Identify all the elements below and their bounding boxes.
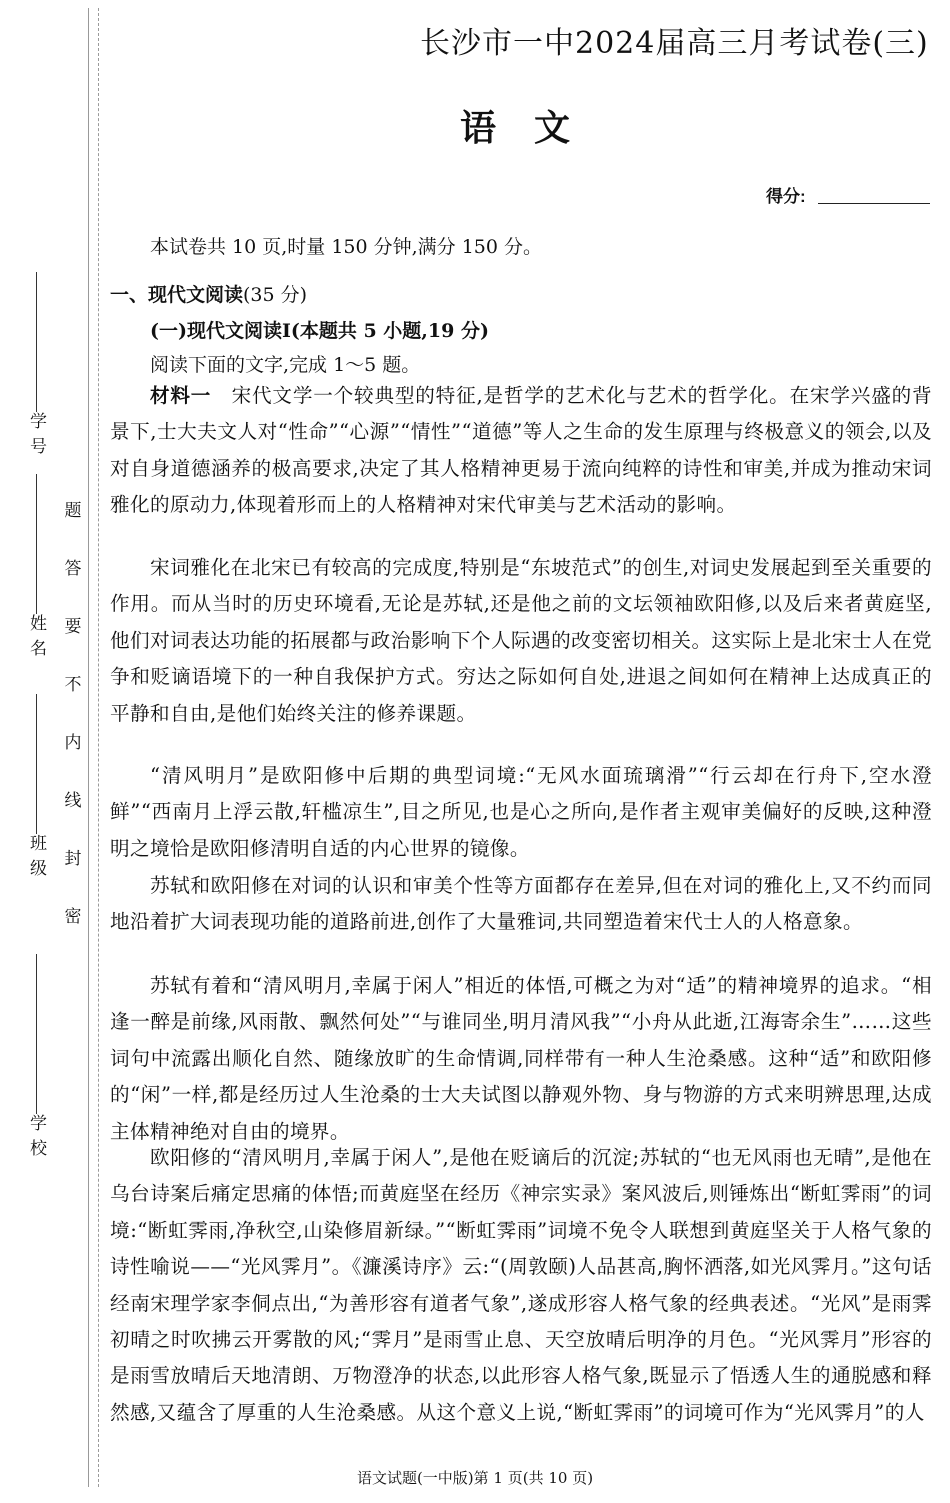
class-blank	[36, 694, 37, 834]
passage-paragraph: 宋词雅化在北宋已有较高的完成度,特别是“东坡范式”的创生,对词史发展起到至关重要的作用。而从当时的历史环境看,无论是苏轼,还是他之前的文坛领袖欧阳修,以及后来者黄庭坚,他们对词表达功能的拓展都与政治影响下个人际遇的改变密切相关。这实际上是北宋士人在党争和贬谪语境下的一种自我保护方式。穷达之际如何自处,进退之间如何在精神上达成真正的平静和自由,是他们始终关注的修养课题。	[110, 556, 932, 725]
school-blank	[36, 954, 37, 1114]
exam-intro: 本试卷共 10 页,时量 150 分钟,满分 150 分。	[150, 236, 543, 258]
subject-title: 语文	[460, 107, 609, 149]
seal-char: 封	[64, 849, 82, 869]
binding-margin-line	[88, 8, 89, 1487]
score-blank[interactable]	[818, 203, 930, 204]
reading-instruction: 阅读下面的文字,完成 1～5 题。	[150, 354, 421, 376]
exam-title: 长沙市一中2024届高三月考试卷(三)	[420, 26, 929, 61]
seal-char: 线	[64, 791, 82, 811]
passage-paragraph: 苏轼有着和“清风明月,幸属于闲人”相近的体悟,可概之为对“适”的精神境界的追求。“相逢一醉是前缘,风雨散、飘然何处”“与谁同坐,明月清风我”“小舟从此逝,江海寄余生”……这些词句中流露出顺化自然、随缘放旷的生命情调,同样带有一种人生沧桑感。这种“适”和欧阳修的“闲”一样,都是经历过人生沧桑的士大夫试图以静观外物、身与物游的方式来明辨思理,达成主体精神绝对自由的境界。	[110, 974, 932, 1143]
class-field	[24, 690, 48, 884]
seal-char: 密	[64, 907, 82, 927]
student-id-label: 学号	[26, 412, 46, 462]
passage-paragraph: 苏轼和欧阳修在对词的认识和审美个性等方面都存在差异,但在对词的雅化上,又不约而同地沿着扩大词表现功能的道路前进,创作了大量雅词,共同塑造着宋代士人的人格意象。	[110, 874, 932, 934]
seal-char: 题	[64, 501, 82, 521]
score-label: 得分:	[766, 187, 806, 206]
school-field	[24, 950, 48, 1164]
seal-warning	[62, 500, 84, 964]
class-label: 班级	[26, 834, 46, 884]
material-label: 材料一	[150, 384, 212, 407]
student-id-field	[24, 268, 48, 462]
student-id-blank	[36, 272, 37, 412]
passage-paragraph: “清风明月”是欧阳修中后期的典型词境:“无风水面琉璃滑”“行云却在行舟下,空水澄鲜”“西南月上浮云散,轩槛凉生”,目之所见,也是心之所向,是作者主观审美偏好的反映,这种澄明之境恰是欧阳修清明自适的内心世界的镜像。	[110, 764, 932, 860]
name-label: 姓名	[26, 614, 46, 664]
page-footer: 语文试题(一中版)第 1 页(共 10 页)	[356, 1469, 594, 1487]
passage-paragraph: 欧阳修的“清风明月,幸属于闲人”,是他在贬谪后的沉淀;苏轼的“也无风雨也无晴”,是他在乌台诗案后痛定思痛的体悟;而黄庭坚在经历《神宗实录》案风波后,则锤炼出“断虹霁雨”的词境:“断虹霁雨,净秋空,山染修眉新绿。”“断虹霁雨”词境不免令人联想到黄庭坚关于人格气象的诗性喻说——“光风霁月”。《濂溪诗序》云:“(周敦颐)人品甚高,胸怀洒落,如光风霁月。”这句话经南宋理学家李侗点出,“为善形容有道者气象”,遂成形容人格气象的经典表述。“光风”是雨霁初晴之时吹拂云开雾散的风;“霁月”是雨雪止息、天空放晴后明净的月色。“光风霁月”形容的是雨雪放晴后天地清朗、万物澄净的状态,以此形容人格气象,既显示了悟透人生的通脱感和释然感,又蕴含了厚重的人生沧桑感。从这个意义上说,“断虹霁雨”的词境可作为“光风霁月”的人	[110, 1146, 932, 1424]
passage-paragraph	[110, 378, 932, 524]
section-title: 一、现代文阅读	[110, 284, 244, 306]
paragraph-text: 宋代文学一个较典型的特征,是哲学的艺术化与艺术的哲学化。在宋学兴盛的背景下,士大夫文人对“性命”“心源”“情性”“道德”等人之生命的发生原理与终极意义的领会,以及对自身道德涵养的极高要求,决定了其人格精神更易于流向纯粹的诗性和审美,并成为推动宋词雅化的原动力,体现着形而上的人格精神对宋代审美与艺术活动的影响。	[110, 384, 932, 517]
seal-char: 要	[64, 617, 82, 637]
seal-char: 答	[64, 559, 82, 579]
seal-char: 不	[64, 675, 82, 695]
seal-char: 内	[64, 733, 82, 753]
section-heading	[110, 280, 307, 307]
seal-dashed-line	[98, 8, 99, 1487]
subsection-heading: (一)现代文阅读Ⅰ(本题共 5 小题,19 分)	[150, 320, 489, 342]
name-field	[24, 470, 48, 664]
name-blank	[36, 474, 37, 614]
section-points: (35 分)	[243, 284, 308, 306]
school-label: 学校	[26, 1114, 46, 1164]
